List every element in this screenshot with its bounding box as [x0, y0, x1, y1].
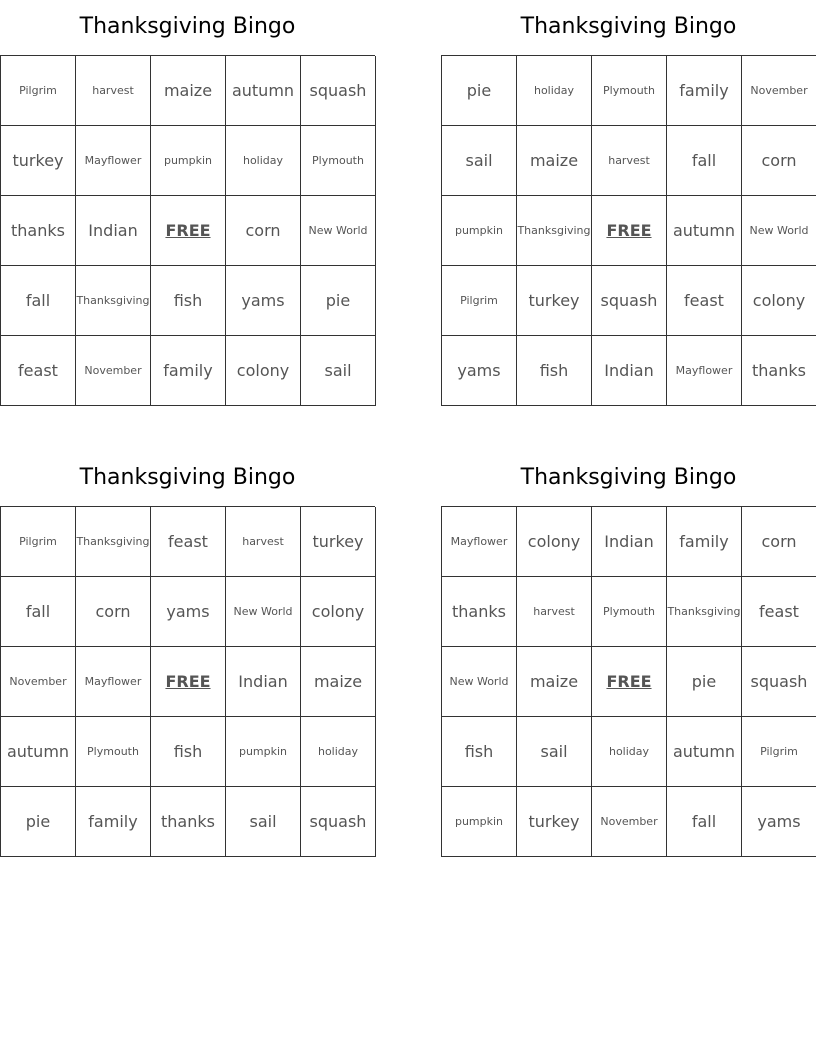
bingo-cell: feast — [667, 266, 742, 336]
bingo-cell: Plymouth — [301, 126, 376, 196]
bingo-cell: thanks — [442, 577, 517, 647]
bingo-cell: yams — [226, 266, 301, 336]
bingo-cell: feast — [1, 336, 76, 406]
bingo-cell: autumn — [667, 717, 742, 787]
bingo-cell: yams — [742, 787, 816, 857]
bingo-cell: holiday — [301, 717, 376, 787]
bingo-cell: autumn — [226, 56, 301, 126]
bingo-cell: Indian — [226, 647, 301, 717]
bingo-cell: pie — [667, 647, 742, 717]
bingo-cell: squash — [301, 56, 376, 126]
bingo-cell: fall — [667, 787, 742, 857]
bingo-cell: autumn — [1, 717, 76, 787]
bingo-cell: pie — [301, 266, 376, 336]
bingo-cell: fish — [151, 717, 226, 787]
bingo-cell: harvest — [517, 577, 592, 647]
bingo-cell: pie — [442, 56, 517, 126]
bingo-cell: Pilgrim — [742, 717, 816, 787]
bingo-cell: maize — [301, 647, 376, 717]
bingo-cell: holiday — [517, 56, 592, 126]
bingo-cell: Indian — [592, 336, 667, 406]
bingo-cell: colony — [301, 577, 376, 647]
bingo-cell: fish — [442, 717, 517, 787]
free-space: FREE — [151, 196, 226, 266]
bingo-cell: corn — [76, 577, 151, 647]
bingo-cell: Pilgrim — [442, 266, 517, 336]
bingo-card-2 — [441, 0, 816, 406]
bingo-cell: Indian — [592, 507, 667, 577]
bingo-cell: New World — [742, 196, 816, 266]
bingo-cell: pumpkin — [151, 126, 226, 196]
card-title: Thanksgiving Bingo — [520, 465, 737, 490]
bingo-cell: thanks — [1, 196, 76, 266]
bingo-cell: Thanksgiving — [76, 266, 151, 336]
bingo-cell: turkey — [517, 787, 592, 857]
bingo-cell: squash — [592, 266, 667, 336]
bingo-cell: family — [667, 507, 742, 577]
bingo-cell: pumpkin — [226, 717, 301, 787]
bingo-cell: maize — [151, 56, 226, 126]
bingo-cell: Mayflower — [442, 507, 517, 577]
bingo-cell: sail — [517, 717, 592, 787]
bingo-cell: Mayflower — [76, 647, 151, 717]
bingo-cell: harvest — [592, 126, 667, 196]
bingo-cell: colony — [517, 507, 592, 577]
bingo-cell: sail — [301, 336, 376, 406]
bingo-cell: Mayflower — [76, 126, 151, 196]
bingo-cell: holiday — [226, 126, 301, 196]
bingo-cell: Pilgrim — [1, 507, 76, 577]
bingo-cell: sail — [442, 126, 517, 196]
bingo-cell: Plymouth — [76, 717, 151, 787]
bingo-cell: turkey — [517, 266, 592, 336]
bingo-cell: family — [151, 336, 226, 406]
bingo-cell: yams — [442, 336, 517, 406]
card-title: Thanksgiving Bingo — [79, 14, 296, 39]
bingo-cell: maize — [517, 126, 592, 196]
free-space: FREE — [592, 647, 667, 717]
bingo-cell: corn — [742, 126, 816, 196]
bingo-cell: fall — [1, 577, 76, 647]
card-title: Thanksgiving Bingo — [520, 14, 737, 39]
bingo-grid — [441, 506, 816, 857]
bingo-cell: New World — [442, 647, 517, 717]
bingo-cell: Pilgrim — [1, 56, 76, 126]
bingo-cell: squash — [742, 647, 816, 717]
bingo-cell: colony — [226, 336, 301, 406]
bingo-cell: corn — [742, 507, 816, 577]
bingo-cell: fall — [1, 266, 76, 336]
bingo-cell: pie — [1, 787, 76, 857]
bingo-card-1 — [0, 0, 375, 406]
bingo-grid — [0, 506, 375, 857]
bingo-cell: fish — [151, 266, 226, 336]
bingo-cell: fall — [667, 126, 742, 196]
bingo-cell: November — [592, 787, 667, 857]
bingo-cell: New World — [301, 196, 376, 266]
card-title: Thanksgiving Bingo — [79, 465, 296, 490]
bingo-card-3 — [0, 451, 375, 857]
bingo-cell: Plymouth — [592, 56, 667, 126]
bingo-cell: squash — [301, 787, 376, 857]
free-space: FREE — [592, 196, 667, 266]
bingo-cell: New World — [226, 577, 301, 647]
bingo-cell: Thanksgiving — [76, 507, 151, 577]
bingo-cell: corn — [226, 196, 301, 266]
bingo-cell: Thanksgiving — [667, 577, 742, 647]
bingo-cell: Indian — [76, 196, 151, 266]
bingo-grid — [441, 55, 816, 406]
bingo-cell: Thanksgiving — [517, 196, 592, 266]
bingo-cell: turkey — [301, 507, 376, 577]
bingo-cell: pumpkin — [442, 787, 517, 857]
bingo-cell: pumpkin — [442, 196, 517, 266]
bingo-cell: family — [76, 787, 151, 857]
bingo-cell: yams — [151, 577, 226, 647]
bingo-cell: thanks — [151, 787, 226, 857]
free-space: FREE — [151, 647, 226, 717]
bingo-cell: family — [667, 56, 742, 126]
bingo-cell: autumn — [667, 196, 742, 266]
bingo-cell: Mayflower — [667, 336, 742, 406]
bingo-card-4 — [441, 451, 816, 857]
bingo-cell: colony — [742, 266, 816, 336]
bingo-cell: November — [76, 336, 151, 406]
bingo-cell: maize — [517, 647, 592, 717]
bingo-cell: turkey — [1, 126, 76, 196]
bingo-grid — [0, 55, 375, 406]
bingo-cell: November — [1, 647, 76, 717]
bingo-cell: harvest — [76, 56, 151, 126]
bingo-cell: feast — [742, 577, 816, 647]
bingo-cell: November — [742, 56, 816, 126]
bingo-cell: thanks — [742, 336, 816, 406]
bingo-cell: Plymouth — [592, 577, 667, 647]
bingo-cell: sail — [226, 787, 301, 857]
bingo-cell: feast — [151, 507, 226, 577]
bingo-cell: harvest — [226, 507, 301, 577]
bingo-cell: fish — [517, 336, 592, 406]
bingo-cell: holiday — [592, 717, 667, 787]
